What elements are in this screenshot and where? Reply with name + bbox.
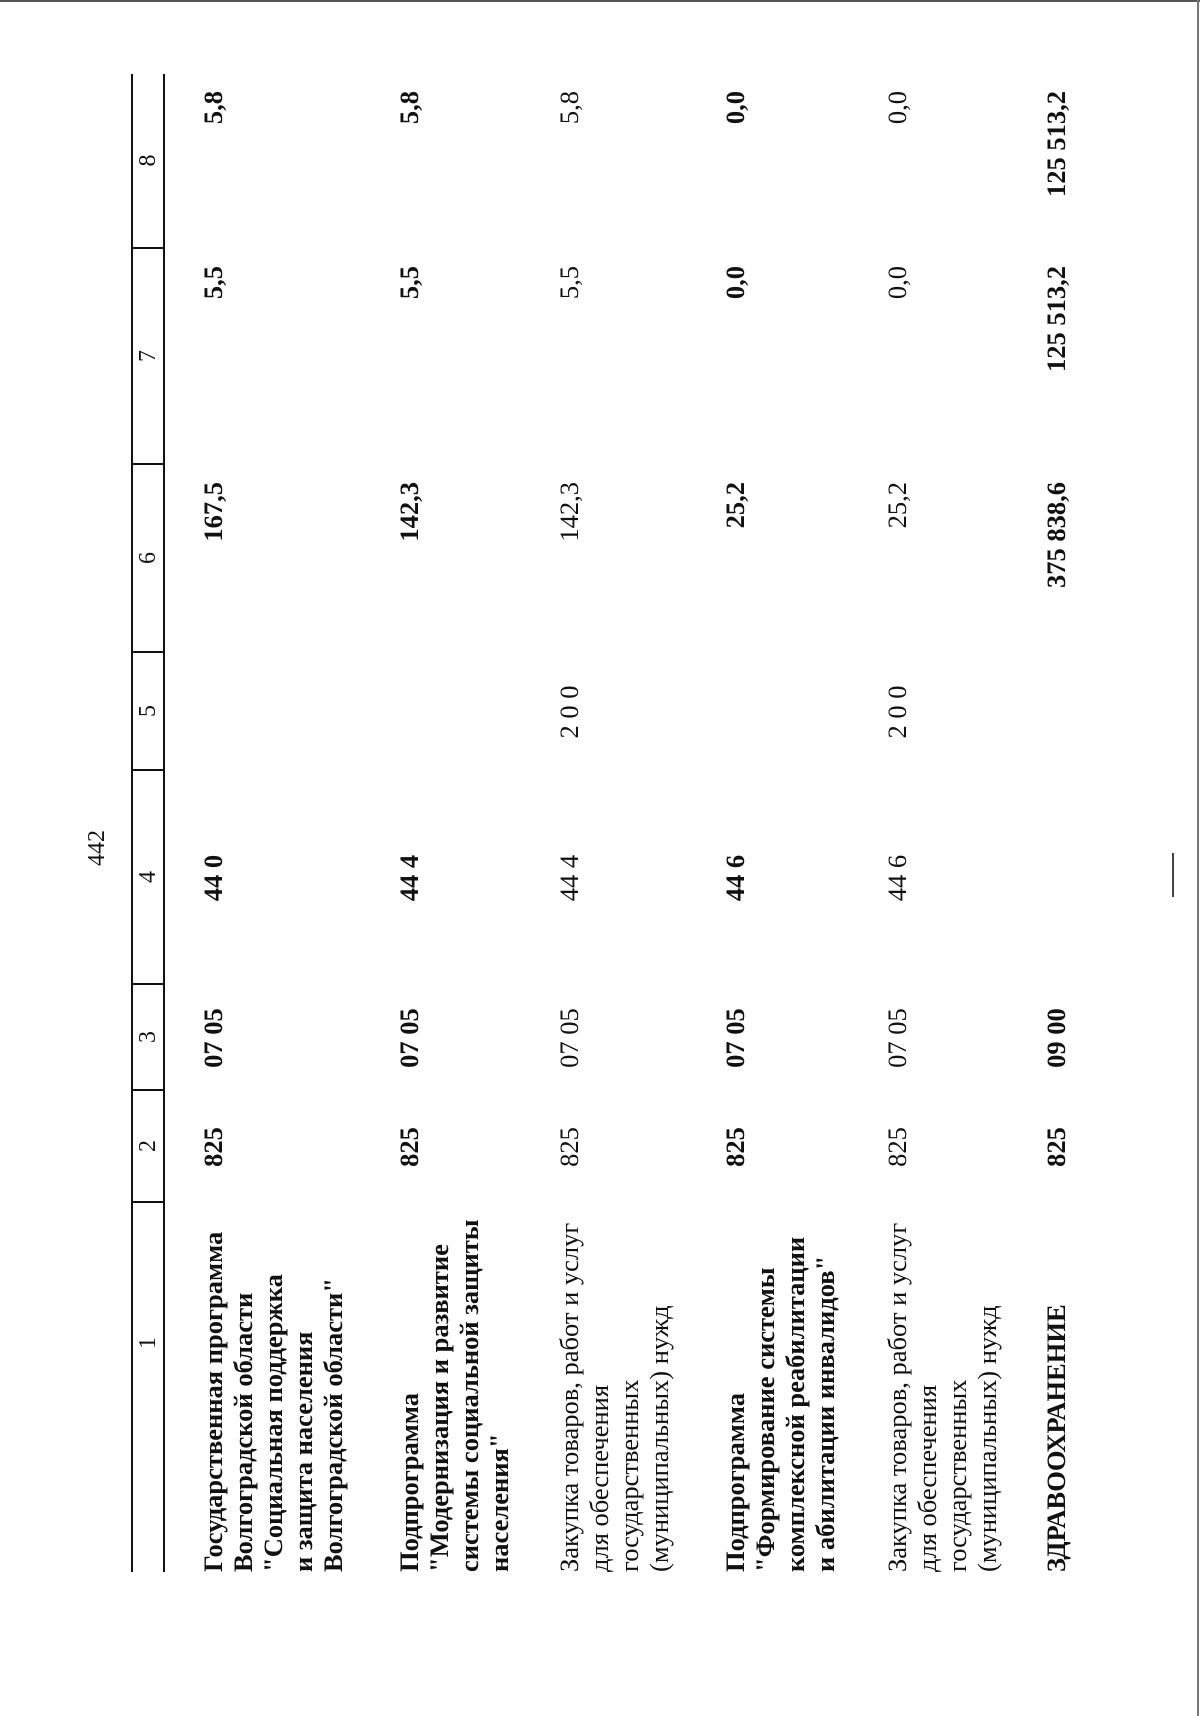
target-article-cell: 44 6 xyxy=(882,854,912,902)
row-name: Закупка товаров, работ и услуг для обеспечения государственных (муниципальных) нужд xyxy=(882,1222,1002,1572)
amount-col7-cell: 0,0 xyxy=(882,266,912,300)
expense-type-cell xyxy=(720,653,840,771)
amount-col6-cell: 25,2 xyxy=(882,482,912,529)
expense-type-cell xyxy=(198,653,348,771)
amount-col7-cell: 0,0 xyxy=(720,266,750,300)
amount-col7-cell: 125 513,2 xyxy=(1041,266,1071,372)
ministry-code-cell: 825 xyxy=(882,1127,912,1167)
header-cell-8: 8 xyxy=(133,74,163,249)
expense-type-cell xyxy=(394,653,514,771)
amount-col6-cell: 167,5 xyxy=(198,482,228,542)
header-cell-2: 2 xyxy=(133,1091,163,1203)
table-header-row xyxy=(131,74,165,1572)
ministry-code-cell: 825 xyxy=(198,1127,228,1167)
expense-type-cell: 2 0 0 xyxy=(554,685,584,739)
table-row xyxy=(720,74,840,1572)
expense-type-cell: 2 0 0 xyxy=(882,685,912,739)
table-row xyxy=(394,74,514,1572)
header-cell-3: 3 xyxy=(133,985,163,1091)
amount-col8-cell: 5,8 xyxy=(394,91,424,125)
table-row xyxy=(1041,74,1071,1572)
section-code-cell: 07 05 xyxy=(554,1008,584,1068)
ministry-code-cell: 825 xyxy=(554,1127,584,1167)
target-article-cell: 44 0 xyxy=(198,854,228,902)
table-row xyxy=(198,74,348,1572)
header-cell-6: 6 xyxy=(133,465,163,653)
section-code-cell: 07 05 xyxy=(720,1008,750,1068)
row-name: Государственная программа Волгоградской области "Социальная поддержка и защита населения Волгоградской области" xyxy=(198,1231,348,1572)
expense-type-cell xyxy=(1041,653,1071,771)
amount-col8-cell: 125 513,2 xyxy=(1041,91,1071,197)
header-cell-7: 7 xyxy=(133,249,163,465)
row-name: Подпрограмма "Модернизация и развитие системы социальной защиты населения" xyxy=(394,1219,514,1572)
amount-col7-cell: 5,5 xyxy=(198,266,228,300)
amount-col6-cell: 142,3 xyxy=(554,482,584,542)
amount-col6-cell: 142,3 xyxy=(394,482,424,542)
target-article-cell: 44 4 xyxy=(394,854,424,902)
amount-col6-cell: 25,2 xyxy=(720,482,750,529)
page-number: 442 xyxy=(84,830,110,866)
section-code-cell: 07 05 xyxy=(198,1008,228,1068)
amount-col8-cell: 0,0 xyxy=(720,91,750,125)
header-cell-5: 5 xyxy=(133,653,163,771)
section-code-cell: 09 00 xyxy=(1041,1008,1071,1068)
row-name: Закупка товаров, работ и услуг для обеспечения государственных (муниципальных) нужд xyxy=(554,1222,674,1572)
ministry-code-cell: 825 xyxy=(394,1127,424,1167)
amount-col6-cell: 375 838,6 xyxy=(1041,482,1071,588)
table-row xyxy=(554,74,674,1572)
target-article-cell: 44 6 xyxy=(720,854,750,902)
ministry-code-cell: 825 xyxy=(1041,1127,1071,1167)
section-code-cell: 07 05 xyxy=(394,1008,424,1068)
section-code-cell: 07 05 xyxy=(882,1008,912,1068)
ministry-code-cell: 825 xyxy=(720,1127,750,1167)
target-article-cell: 44 4 xyxy=(554,854,584,902)
header-cell-4: 4 xyxy=(133,771,163,985)
row-name: Подпрограмма "Формирование системы комплексной реабилитации и абилитации инвалидов" xyxy=(720,1236,840,1572)
amount-col8-cell: 5,8 xyxy=(198,91,228,125)
amount-col7-cell: 5,5 xyxy=(394,266,424,300)
amount-col8-cell: 5,8 xyxy=(554,91,584,125)
row-name: ЗДРАВООХРАНЕНИЕ xyxy=(1041,1304,1071,1572)
amount-col7-cell: 5,5 xyxy=(554,266,584,300)
amount-col8-cell: 0,0 xyxy=(882,91,912,125)
table-row xyxy=(882,74,1002,1572)
target-article-cell xyxy=(1041,771,1071,985)
header-cell-1: 1 xyxy=(135,1337,161,1349)
